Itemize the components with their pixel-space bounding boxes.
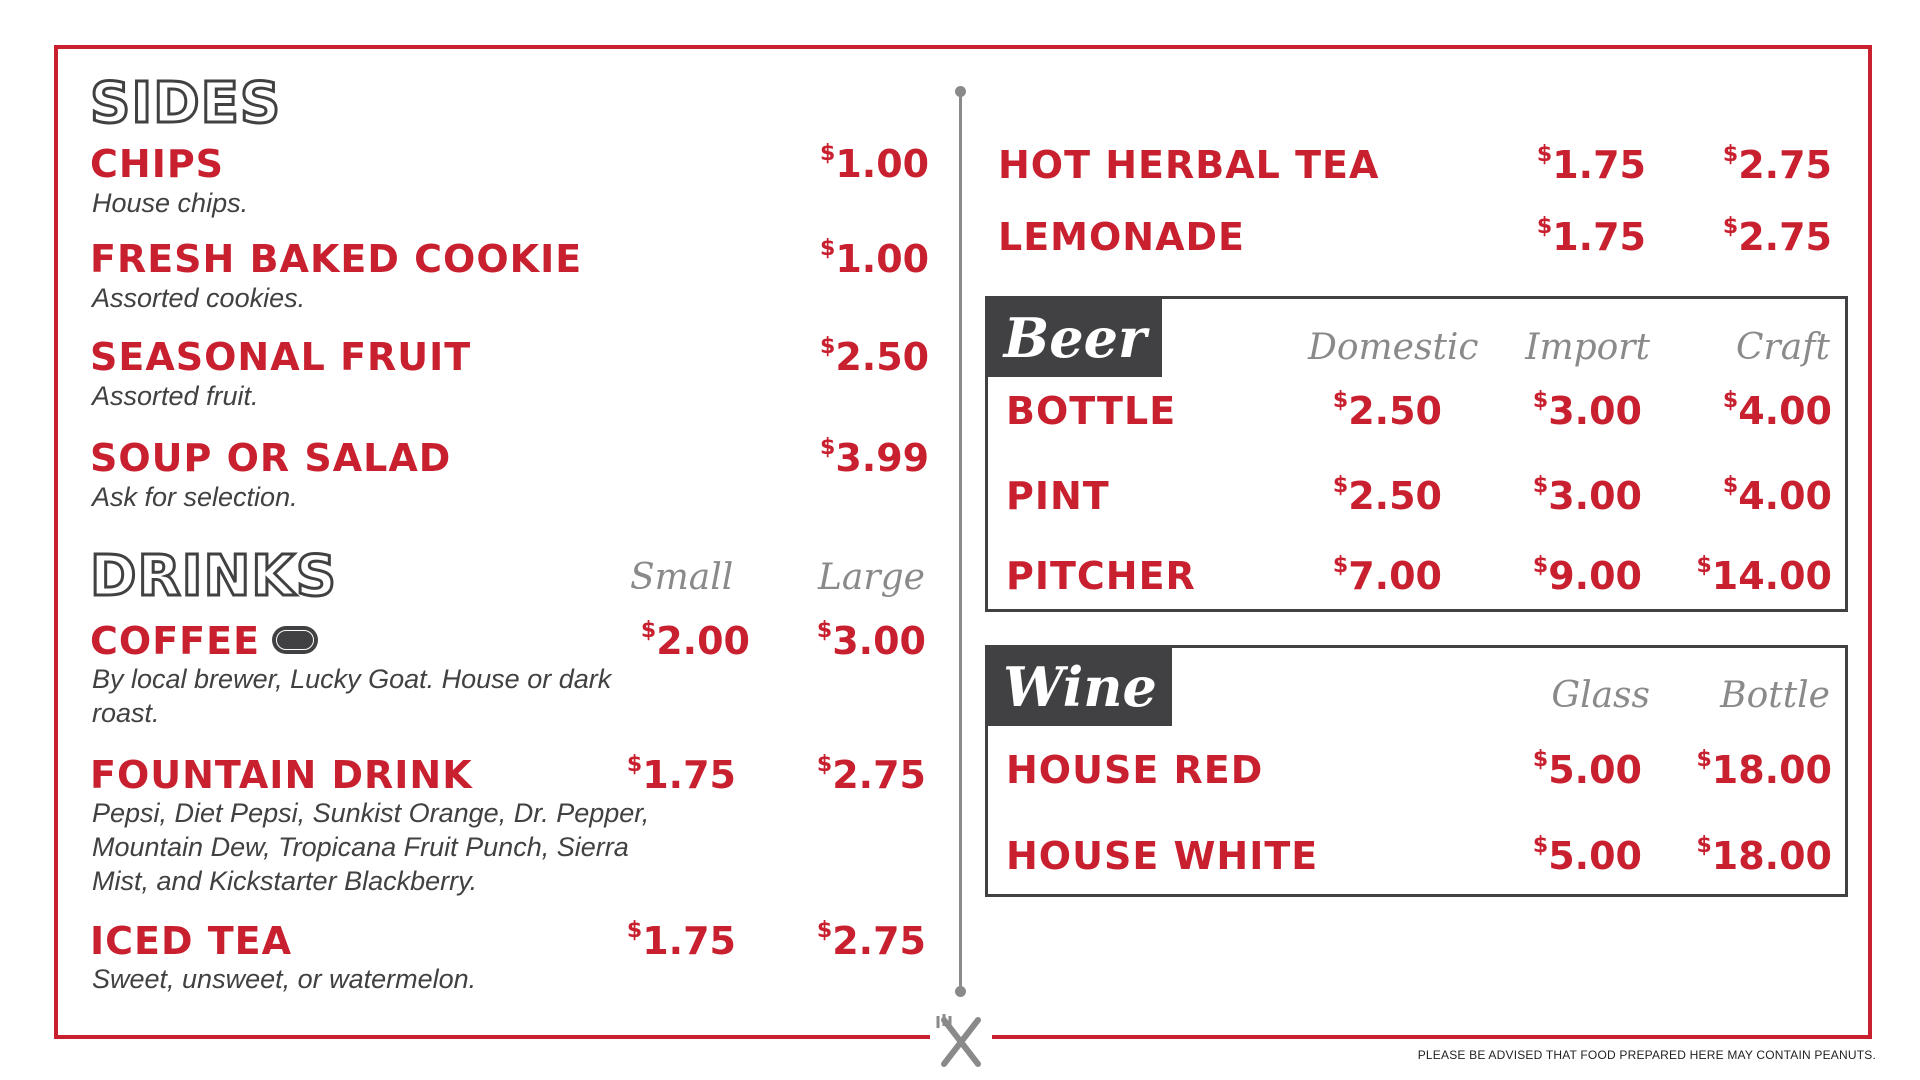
beer-row-name: PINT xyxy=(1006,474,1110,518)
menu-item-price: $2.50 xyxy=(820,334,930,379)
wine-price-bottle: $18.00 xyxy=(1696,747,1832,792)
menu-item-price: $1.00 xyxy=(820,236,930,281)
menu-item-description: Assorted fruit. xyxy=(92,381,259,411)
menu-item-price-large: $2.75 xyxy=(816,752,926,797)
menu-item-description: House chips. xyxy=(92,188,249,218)
menu-item-description: By local brewer, Lucky Goat. House or dark roast. xyxy=(92,664,612,728)
wine-tab: Wine xyxy=(988,648,1172,726)
menu-item-price-large: $2.75 xyxy=(1722,142,1832,187)
wine-price-glass: $5.00 xyxy=(1532,747,1642,792)
sides-title: SIDES xyxy=(90,71,282,136)
beer-price-craft: $4.00 xyxy=(1722,473,1832,518)
menu-item-price-small: $1.75 xyxy=(1536,214,1646,259)
beer-row-name: PITCHER xyxy=(1006,554,1196,598)
wine-row-name: HOUSE WHITE xyxy=(1006,834,1319,878)
beer-price-craft: $4.00 xyxy=(1722,388,1832,433)
menu-item-name: COFFEE xyxy=(90,622,318,660)
drinks-title: DRINKS xyxy=(90,544,338,609)
menu-item-name: CHIPS xyxy=(90,142,225,186)
column-header-craft: Craft xyxy=(1735,327,1830,368)
wine-price-bottle: $18.00 xyxy=(1696,833,1832,878)
beer-price-domestic: $7.00 xyxy=(1332,553,1442,598)
menu-item-name: SEASONAL FRUIT xyxy=(90,335,472,379)
menu-item-name: ICED TEA xyxy=(90,919,293,963)
column-header-bottle: Bottle xyxy=(1720,675,1830,716)
menu-item-name: FRESH BAKED COOKIE xyxy=(90,237,583,281)
menu-item-price-small: $1.75 xyxy=(626,918,736,963)
column-header-domestic: Domestic xyxy=(1308,327,1479,368)
beer-price-domestic: $2.50 xyxy=(1332,388,1442,433)
menu-item-price-large: $2.75 xyxy=(1722,214,1832,259)
menu-item-description: Sweet, unsweet, or watermelon. xyxy=(92,964,477,994)
column-header-import: Import xyxy=(1525,327,1650,368)
menu-item-name: LEMONADE xyxy=(998,215,1246,259)
menu-item-name: SOUP OR SALAD xyxy=(90,436,452,480)
menu-item-price-small: $2.00 xyxy=(640,618,750,663)
menu-item-price: $3.99 xyxy=(820,435,930,480)
menu-item-description: Assorted cookies. xyxy=(92,283,306,313)
menu-item-name: FOUNTAIN DRINK xyxy=(90,753,473,797)
menu-item-price: $1.00 xyxy=(820,141,930,186)
menu-item-price-small: $1.75 xyxy=(626,752,736,797)
column-header-large: Large xyxy=(818,557,925,598)
beer-price-import: $9.00 xyxy=(1532,553,1642,598)
divider-bottom-dot xyxy=(955,986,966,997)
beer-price-domestic: $2.50 xyxy=(1332,473,1442,518)
allergy-notice: PLEASE BE ADVISED THAT FOOD PREPARED HERE MAY CONTAIN PEANUTS. xyxy=(1417,1048,1876,1062)
wine-row-name: HOUSE RED xyxy=(1006,748,1264,792)
divider-top-dot xyxy=(955,86,966,97)
beer-price-craft: $14.00 xyxy=(1696,553,1832,598)
beer-row-name: BOTTLE xyxy=(1006,389,1177,433)
beer-tab: Beer xyxy=(988,299,1162,377)
column-divider xyxy=(959,92,962,992)
column-header-small: Small xyxy=(630,557,734,598)
column-header-glass: Glass xyxy=(1551,675,1650,716)
fork-knife-icon xyxy=(936,1014,986,1068)
menu-item-name: HOT HERBAL TEA xyxy=(998,143,1380,187)
menu-item-price-large: $2.75 xyxy=(816,918,926,963)
beer-price-import: $3.00 xyxy=(1532,473,1642,518)
menu-item-description: Ask for selection. xyxy=(92,482,298,512)
menu-item-price-small: $1.75 xyxy=(1536,142,1646,187)
menu-item-price-large: $3.00 xyxy=(816,618,926,663)
beer-price-import: $3.00 xyxy=(1532,388,1642,433)
wine-price-glass: $5.00 xyxy=(1532,833,1642,878)
menu-item-description: Pepsi, Diet Pepsi, Sunkist Orange, Dr. Pepper, Mountain Dew, Tropicana Fruit Punch, Sierra Mist, and Kickstarter Blackberry. xyxy=(92,798,650,896)
lucky-goat-logo xyxy=(272,626,318,654)
